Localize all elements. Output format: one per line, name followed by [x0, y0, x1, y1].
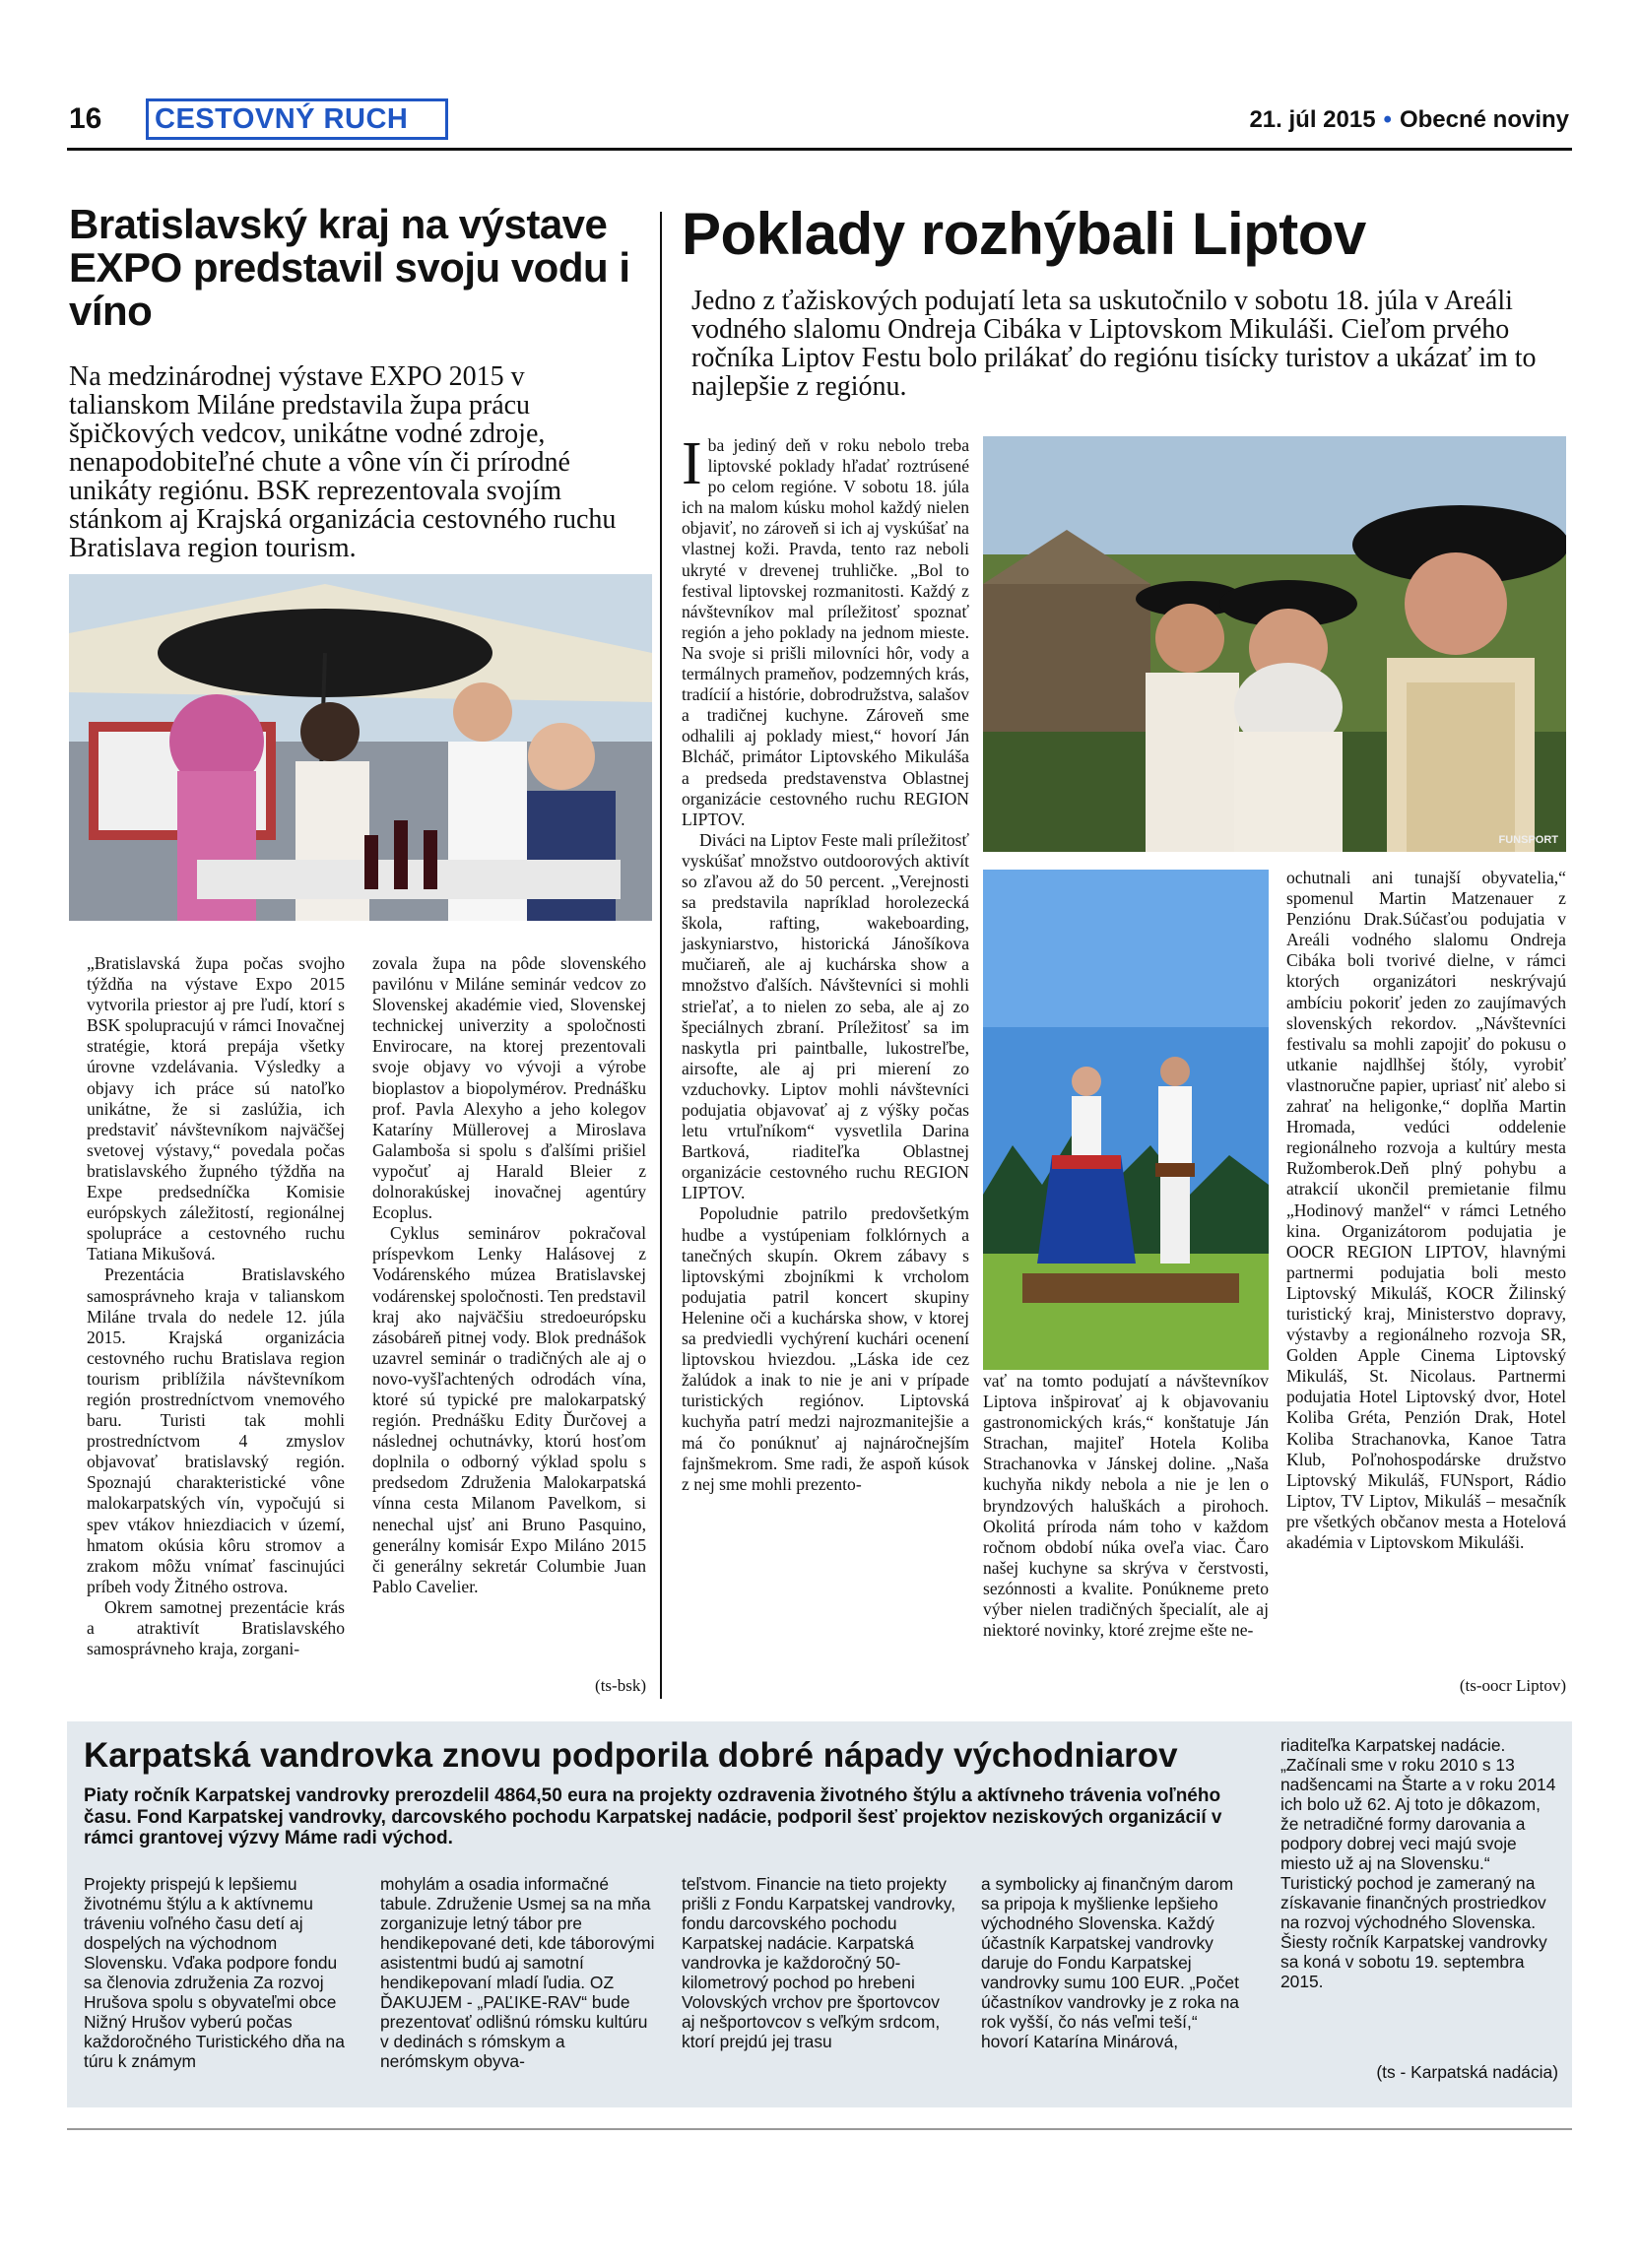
right-article-column-3 — [1286, 868, 1566, 1553]
header-rule — [67, 148, 1572, 151]
paragraph: zovala župa na pôde slovenského pavilónu v Miláne seminár vedcov zo Slovenskej akadémie vied, Slovenskej technickej univerzity a spoločnosti Envirocare, na ktorej prezentovali svoje objavy vo vývoji a výrobe bioplastov a biopolymérov. Prednášku prof. Pavla Alexyho a jeho kolegov Kataríny Müllerovej a Miroslava Galambošа si spolu s ďalšími prišiel vypočuť aj Harald Bleier z dolnorakúskej inovačnej agentúry Ecoplus. — [372, 953, 646, 1223]
section-label: CESTOVNÝ RUCH — [146, 98, 448, 140]
bottom-article-title: Karpatská vandrovka znovu podporila dobré nápady východniarov — [84, 1736, 1178, 1775]
left-article-title: Bratislavský kraj na výstave EXPO predstavil svoju vodu i víno — [69, 201, 630, 334]
issue-date: 21. júl 2015 — [1249, 106, 1376, 133]
column-divider — [660, 212, 662, 1699]
page-number: 16 — [69, 102, 102, 135]
paragraph: Okrem samotnej prezentácie krás a atraktivít Bratislavského samosprávneho kraja, zorgani- — [87, 1596, 345, 1659]
paragraph: Prezentácia Bratislavského samosprávneho kraja v talianskom Miláne trvala do nedele 12. júla 2015. Krajská organizácia cestovného ruchu Bratislava region tourism priblížila návštevníkom región prostredníctvom vnemového baru. Turisti tak mohli prostredníctvom 4 zmyslov objavovať bratislavský región. Spoznajú charakteristické vône malokarpatských vín, vypočujú si spev vtákov hniezdiacich v území, hmatom okúsia kôru stromov a zrakom môžu vnímať fascinujúci príbeh vody Žitného ostrova. — [87, 1264, 345, 1596]
photo-credit: FUNSPORT — [1498, 834, 1558, 846]
publication-name: Obecné noviny — [1399, 106, 1569, 133]
issue-info — [1249, 106, 1569, 134]
paragraph: vať na tomto podujatí a návštevníkov Liptova inšpirovať aj k objavovaniu gastronomických krás,“ konštatuje Ján Strachan, majiteľ Hotela Koliba Strachanovka v Jánskej doline. „Naša kuchyňa nikdy nebola a nie je len o bryndzových haluškách a pirohoch. Okolitá príroda nám toho v každom ročnom období núka oveľa viac. Čaro našej kuchyne sa skrýva v čerstvosti, sezónnosti a kvalite. Ponúkneme preto výber nielen tradičných špecialít, ale aj niektoré novinky, ktoré zrejme ešte ne- — [983, 1371, 1269, 1641]
paragraph: Diváci na Liptov Feste mali príležitosť vyskúšať množstvo outdoorových aktivít so zľavou až do 50 percent. „Verejnosti sa predstavila napríklad horolezecká škola, rafting, wakeboarding, jaskyniarstvo, historická Jánošíkova mučiareň, ale aj kuchárska show a množstvo ďalších. Návštevníci si mohli strieľať, a to nielen zo seba, ale aj zo špeciálnych zbraní. Príležitosť sa im naskytla pri paintballe, lukostreľbe, airsofte, ale aj pri mierení zo vzduchovky. Liptov mohli návštevníci podujatia objavovať aj z výšky počas letu vrtuľníkom“ vysvetlila Darina Bartková, riaditeľka Oblastnej organizácie cestovného ruchu REGION LIPTOV. — [682, 829, 969, 1203]
right-article-column-1 — [682, 430, 969, 1495]
paragraph: Cyklus seminárov pokračoval príspevkom Lenky Halásovej z Vodárenského múzea Bratislavskej vodárenskej spoločnosti. Ten predstavil kraj ako najväčšiu stredoeurópsku zásobáreň pitnej vody. Blok prednášok uzavrel seminár o tradičných ale aj o novo-vyšľachtených odrodách vína, ktoré sú typické pre malokarpatský región. Prednášku Edity Ďurčovej a následnej ochutnávky, ktorú hosťom doplnila o odborný výklad spolu s predsedom Združenia Malokarpatská vínna cesta Milanom Pavelkom, si nenechal ujsť ani Bruno Pasquino, generálny komisár Expo Miláno 2015 či generálny sekretár Columbie Juan Pablo Cavelier. — [372, 1223, 646, 1596]
bottom-article-lead: Piaty ročník Karpatskej vandrovky prerozdelil 4864,50 eura na projekty ozdravenia životného štýlu a aktívneho trávenia voľného času. Fond Karpatskej vandrovky, darcovského pochodu Karpatskej nadácie, podporil šesť projektov neziskových organizácií v rámci grantovej výzvy Máme radi východ. — [84, 1785, 1222, 1848]
right-article-title: Poklady rozhýbali Liptov — [682, 201, 1366, 267]
bottom-article-signature: (ts - Karpatská nadácia) — [1376, 2062, 1558, 2082]
bottom-article-column-4: a symbolicky aj finančným darom sa pripoja k myšlienke lepšieho východného Slovenska. Každý účastník Karpatskej vandrovky daruje do Fondu Karpatskej vandrovky sumu 100 EUR. „Počet účastníkov vandrovky je z roka na rok vyšší, čo nás veľmi teší,“ hovorí Katarína Minárová, — [981, 1874, 1239, 2051]
bottom-article-column-5: riaditeľka Karpatskej nadácie. „Začínali sme v roku 2010 s 13 nadšencami na Štarte a v roku 2014 ich bolo už 62. Aj toto je dôkazom, že netradičné formy darovania a podpory dobrej veci majú svoje miesto už aj na Slovensku.“ Turistický pochod je zameraný na získavanie finančných prostriedkov na rozvoj východného Slovenska. Šiesty ročník Karpatskej vandrovky sa koná v sobotu 19. septembra 2015. — [1280, 1735, 1556, 1991]
paragraph: „Bratislavská župa počas svojho týždňa na výstave Expo 2015 vytvorila priestor aj pre ľudí, ktorí s BSK spolupracujú v rámci Inovačnej stratégie, ktorá prepája všetky úrovne vzdelávania. Výsledky a objavy ich práce sú natoľko unikátne, že si zaslúžia, ich predstaviť návštevníkom najväčšej svetovej výstavy,“ povedala počas bratislavského župného týždňa na Expe predsedníčka Komisie európskych záležitostí, regionálnej spolupráce a cestovného ruchu Tatiana Mikušová. — [87, 953, 345, 1264]
bullet-dot: • — [1383, 106, 1392, 133]
paragraph: Popoludnie patrilo predovšetkým hudbe a vystúpeniam folklórnych a tanečných skupín. Okrem zábavy s liptovskými zbojníkmi k vrcholom podujatia patril koncert skupiny Helenine oči a kuchárska show, v ktorej sa predviedli vychýrení kuchári ocenení liptovskou hviezdou. „Láska ide cez žalúdok a inak to nie je ani v prípade turistických regiónov. Liptovská kuchyňa patrí medzi najrozmanitejšie a má čo ponúknuť aj najnáročnejším fajnšmekrom. Sme radi, že aspoň kúsok z nej sme mohli prezento- — [682, 1203, 969, 1494]
left-article-column-2 — [372, 953, 646, 1597]
left-article-lead: Na medzinárodnej výstave EXPO 2015 v talianskom Miláne predstavila župa prácu špičkových vedcov, unikátne vodné zdroje, nenapodobiteľné chute a vône vín či prírodné unikáty regiónu. BSK reprezentovala svojím stánkom aj Krajská organizácia cestovného ruchu Bratislava region tourism. — [69, 361, 617, 563]
right-article-signature: (ts-oocr Liptov) — [1459, 1676, 1566, 1695]
liptov-men-photo — [983, 436, 1566, 852]
bottom-article-column-3: teľstvom. Financie na tieto projekty prišli z Fondu Karpatskej vandrovky, fondu darcovského pochodu Karpatskej nadácie. Karpatská vandrovka je každoročný 50-kilometrový pochod po hrebeni Volovských vrchov pre športovcov aj nešportovcov s veľkým srdcom, ktorí prejdú jej trasu — [682, 1874, 956, 2051]
right-article-column-2 — [983, 1371, 1269, 1641]
paragraph: ochutnali ani tunajší obyvatelia,“ spomenul Martin Matzenauer z Penziónu Drak.Súčasťou podujatia v Areáli vodného slalomu Ondreja Cibáka boli tvorivé dielne, v rámci ktorých organizátori neskrývajú ambíciu pokoriť jeden zo zaujímavých slovenských rekordov. „Návštevníci festivalu sa mohli zapojiť do pokusu o utkanie najdlhšej štóly, vyrobiť vlastnoručne papier, upriasť niť alebo si zahrať na heligonke,“ doplňa Martin Hromada, vedúci oddelenie regionálneho rozvoja a kultúry mesta Ružomberok.Deň plný pohybu a atrakcií ukončil premietanie filmu „Hodinový manžel“ v rámci Letného kina. Organizátorom podujatia je OOCR REGION LIPTOV, hlavnými partnermi podujatia boli mesto Liptovský Mikuláš, KOCR Žilinský turistický kraj, Ministerstvo dopravy, výstavby a regionálneho rozvoja SR, Golden Apple Cinema Liptovský Mikuláš, St. Nicolaus. Partnermi podujatia Hotel Liptovský dvor, Hotel Koliba Gréta, Penzión Drak, Hotel Koliba Strachanovka, Kanoe Tatra Klub, Poľnohospodárske družstvo Liptovský Mikuláš, FUNsport, Rádio Liptov, TV Liptov, Mikuláš – mesačník pre všetkých občanov mesta a Hotelová akadémia v Liptovskom Mikuláši. — [1286, 868, 1566, 1552]
bottom-article-column-2: mohylám a osadia informačné tabule. Združenie Usmej sa na mňa zorganizuje letný tábor pre hendikepované deti, kde táborovými asistentmi budú aj samotní hendikepovaní mladí ľudia. OZ ĎAKUJEM - „PAĽIKE-RAV“ bude prezentovať odlišnú rómsku kultúru v dedinách s rómskym a nerómskym obyva- — [380, 1874, 655, 2071]
bottom-article-column-1: Projekty prispejú k lepšiemu životnému štýlu a k aktívnemu tráveniu voľného času detí aj dospelých na východnom Slovensku. Vďaka podpore fondu sa členovia združenia Za rozvoj Hrušova spolu s obyvateľmi obce Nižný Hrušov vyberú počas každoročného Turistického dňa na túru k známym — [84, 1874, 345, 2071]
right-article-lead: Jedno z ťažiskových podujatí leta sa uskutočnilo v sobotu 18. júla v Areáli vodného slalomu Ondreja Cibáka v Liptovskom Mikuláši. Cieľom prvého ročníka Liptov Festu bolo prilákať do regiónu tisícky turistov a ukázať im to najlepšie z regiónu. — [691, 286, 1537, 402]
left-article-signature: (ts-bsk) — [595, 1676, 646, 1695]
paragraph: ba jediný deň v roku nebolo treba liptovské poklady hľadať roztrúsené po celom regióne. V sobotu 18. júla ich na malom kúsku mohol každý nielen objaviť, no zároveň si ich aj vyskúšať na vlastnej koži. Pravda, tento raz neboli ukryté v drevenej truhličke. „Bol to festival liptovskej rozmanitosti. Každý z návštevníkov mal príležitosť spoznať región a jeho poklady na jednom mieste. Na svoje si prišli milovníci hôr, vody a termálnych prameňov, podzemných krás, tradícií a histórie, dobrodružstva, salašov a tradičnej kuchyne. Zároveň sme odhalili aj poklady miest,“ hovorí Ján Blcháč, primátor Liptovského Mikuláša a predseda predstavenstva Oblastnej organizácie cestovného ruchu REGION LIPTOV. — [682, 435, 969, 829]
folk-dancers-photo — [983, 870, 1269, 1370]
expo-photo — [69, 574, 652, 921]
drop-cap: I — [682, 430, 702, 497]
footer-rule — [67, 2128, 1572, 2130]
left-article-column-1 — [87, 953, 345, 1659]
